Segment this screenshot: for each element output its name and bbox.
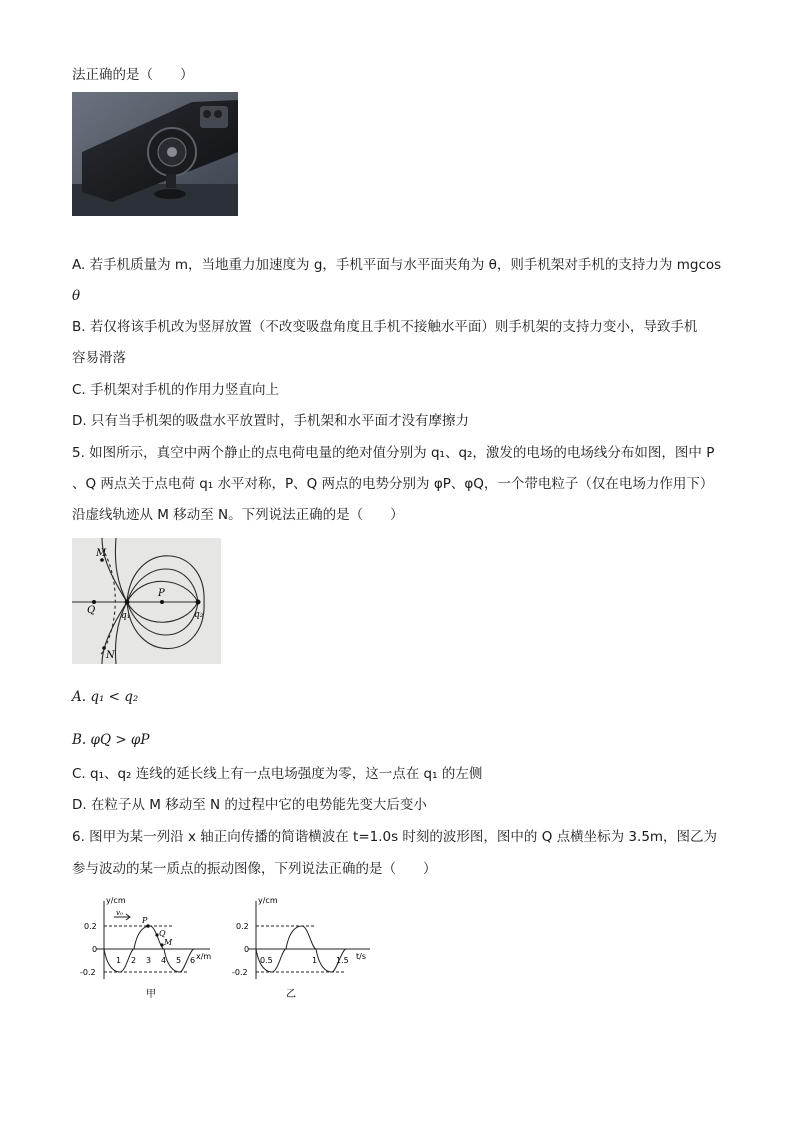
jia-xlabel: x/m — [196, 952, 212, 961]
q5-option-b: B. φQ > φP — [72, 732, 150, 748]
jia-xtick: 1 — [116, 956, 122, 965]
label-p: P — [158, 588, 165, 599]
q5-stem-line2: 、Q 两点关于点电荷 q₁ 水平对称，P、Q 两点的电势分别为 φP、φQ，一个带电粒子（仅在电场力作用下） — [72, 476, 714, 492]
q5-stem-line1: 5. 如图所示，真空中两个静止的点电荷电量的绝对值分别为 q₁、q₂，激发的电场的电场线分布如图，图中 P — [72, 445, 715, 461]
yi-xlabel: t/s — [356, 952, 366, 961]
jia-label-p: P — [142, 916, 148, 925]
jia-ytick-zero: 0 — [92, 945, 98, 954]
q5-option-a: A. q₁ < q₂ — [72, 689, 139, 705]
yi-ytick-zero: 0 — [244, 945, 250, 954]
jia-label-q: Q — [159, 929, 166, 938]
yi-ytick-bottom: -0.2 — [232, 968, 248, 977]
label-q: Q — [87, 605, 96, 616]
yi-xtick: 1 — [312, 956, 318, 965]
q4-option-d: D. 只有当手机架的吸盘水平放置时，手机架和水平面才没有摩擦力 — [72, 413, 469, 429]
q5-option-d: D. 在粒子从 M 移动至 N 的过程中它的电势能先变大后变小 — [72, 797, 427, 813]
q4-option-c: C. 手机架对手机的作用力竖直向上 — [72, 382, 280, 398]
label-n: N — [106, 650, 115, 661]
label-m: M — [96, 548, 107, 559]
q4-option-b-line2: 容易滑落 — [72, 350, 126, 366]
graph-yi — [230, 893, 380, 1003]
jia-ytick-bottom: -0.2 — [80, 968, 96, 977]
yi-xtick: 0.5 — [260, 956, 273, 965]
q5-option-c: C. q₁、q₂ 连线的延长线上有一点电场强度为零，这一点在 q₁ 的左侧 — [72, 766, 483, 782]
q4-stem-tail: 法正确的是（ ） — [72, 67, 194, 83]
jia-xtick: 5 — [176, 956, 182, 965]
jia-ylabel: y/cm — [106, 896, 126, 905]
graph-jia — [78, 893, 218, 1003]
label-q1: q₁ — [121, 611, 131, 621]
electric-field-figure — [72, 538, 221, 664]
q5-stem-line3: 沿虚线轨迹从 M 移动至 N。下列说法正确的是（ ） — [72, 507, 404, 523]
jia-label-v0: v₀ — [116, 909, 123, 917]
jia-xtick: 6 — [190, 956, 196, 965]
yi-caption: 乙 — [286, 989, 296, 1000]
phone-holder-photo — [72, 92, 238, 216]
yi-ylabel: y/cm — [258, 896, 278, 905]
q6-stem-line1: 6. 图甲为某一列沿 x 轴正向传播的简谐横波在 t=1.0s 时刻的波形图，图中的 Q 点横坐标为 3.5m，图乙为 — [72, 829, 718, 845]
jia-xtick: 3 — [146, 956, 152, 965]
q6-stem-line2: 参与波动的某一质点的振动图像，下列说法正确的是（ ） — [72, 861, 437, 877]
q4-option-b-line1: B. 若仅将该手机改为竖屏放置（不改变吸盘角度且手机不接触水平面）则手机架的支持力变小，导致手机 — [72, 319, 698, 335]
q4-option-a-line2: θ — [72, 288, 81, 304]
jia-label-m: M — [164, 938, 173, 947]
jia-caption: 甲 — [146, 989, 156, 1000]
jia-xtick: 2 — [131, 956, 137, 965]
jia-xtick: 4 — [161, 956, 167, 965]
yi-xtick: 1.5 — [336, 956, 349, 965]
q4-option-a-line1: A. 若手机质量为 m，当地重力加速度为 g，手机平面与水平面夹角为 θ，则手机架对手机的支持力为 mgcos — [72, 257, 722, 273]
label-q2: q₂ — [194, 610, 204, 620]
jia-ytick-top: 0.2 — [84, 922, 97, 931]
yi-ytick-top: 0.2 — [236, 922, 249, 931]
